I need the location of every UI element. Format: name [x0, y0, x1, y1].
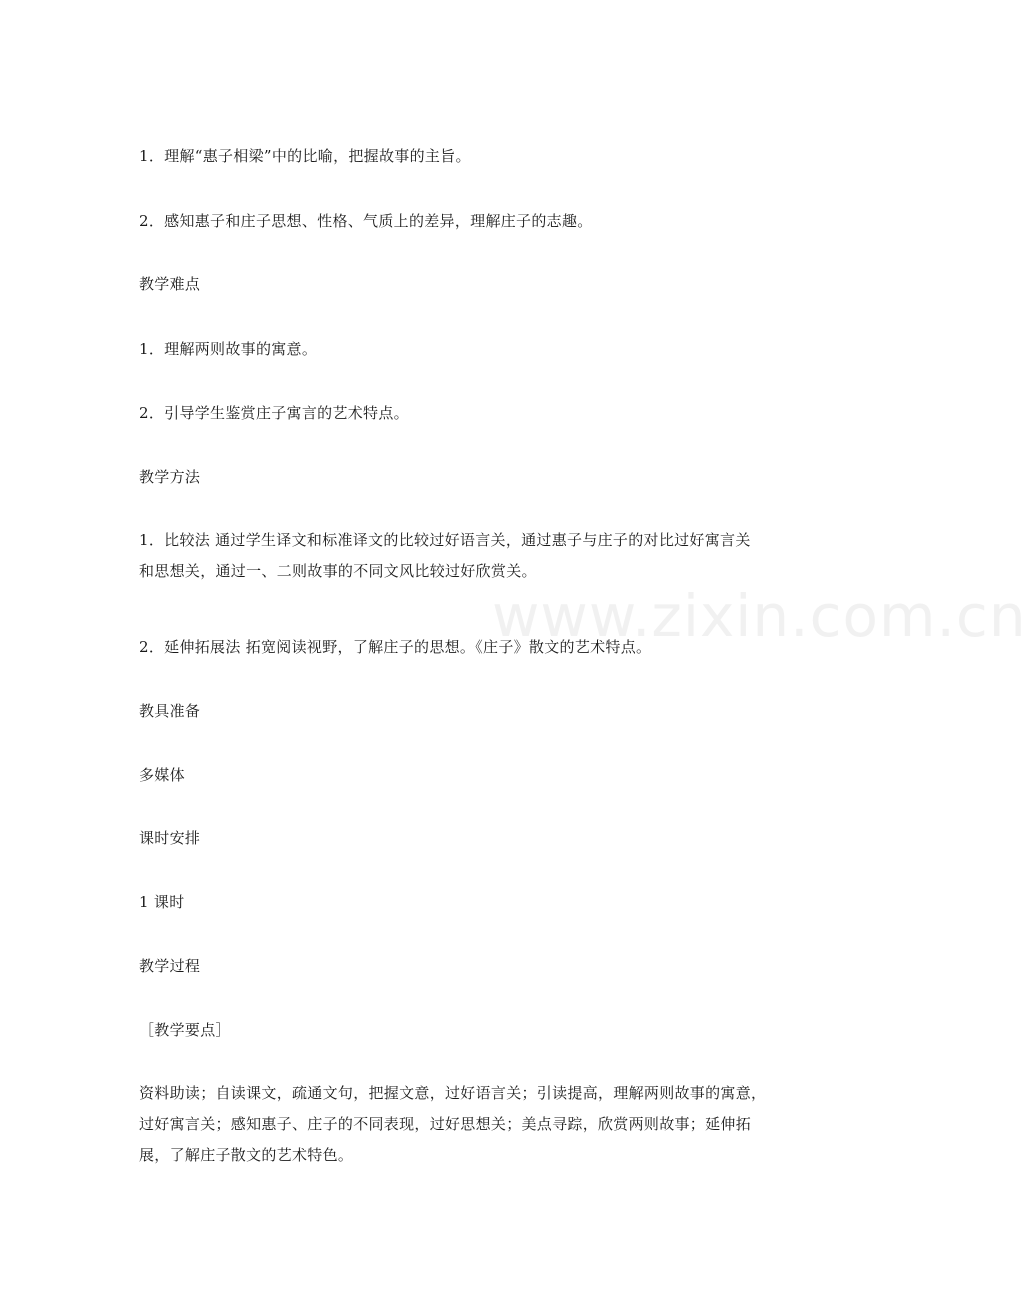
watermark: www.zixin.com.cn — [492, 582, 1027, 650]
heading-schedule: 课时安排 — [139, 829, 201, 847]
heading-tools: 教具准备 — [139, 702, 201, 720]
heading-process: 教学过程 — [139, 957, 201, 975]
teaching-points-line-2: 过好寓言关；感知惠子、庄子的不同表现，过好思想关；美点寻踪，欣赏两则故事；延伸拓 — [139, 1115, 752, 1133]
difficulty-2: 2．引导学生鉴赏庄子寓言的艺术特点。 — [139, 404, 409, 422]
method-2: 2．延伸拓展法 拓宽阅读视野，了解庄子的思想。《庄子》散文的艺术特点。 — [139, 638, 652, 656]
objective-1: 1．理解“惠子相梁”中的比喻，把握故事的主旨。 — [139, 147, 471, 165]
method-1-line-1: 1．比较法 通过学生译文和标准译文的比较过好语言关，通过惠子与庄子的对比过好寓言关 — [139, 531, 751, 549]
teaching-points-line-3: 展，了解庄子散文的艺术特色。 — [139, 1146, 354, 1164]
heading-difficulty: 教学难点 — [139, 275, 201, 293]
method-1-line-2: 和思想关，通过一、二则故事的不同文风比较过好欣赏关。 — [139, 562, 537, 580]
objective-2: 2．感知惠子和庄子思想、性格、气质上的差异，理解庄子的志趣。 — [139, 212, 593, 230]
teaching-points-label: ［教学要点］ — [139, 1021, 231, 1039]
method-1 — [139, 525, 789, 587]
difficulty-1: 1．理解两则故事的寓意。 — [139, 340, 318, 358]
tools-content: 多媒体 — [139, 766, 185, 784]
teaching-points-line-1: 资料助读；自读课文，疏通文句，把握文意，过好语言关；引读提高，理解两则故事的寓意， — [139, 1084, 767, 1102]
heading-method: 教学方法 — [139, 468, 201, 486]
teaching-points-content — [139, 1078, 789, 1171]
schedule-content: 1 课时 — [139, 893, 185, 911]
